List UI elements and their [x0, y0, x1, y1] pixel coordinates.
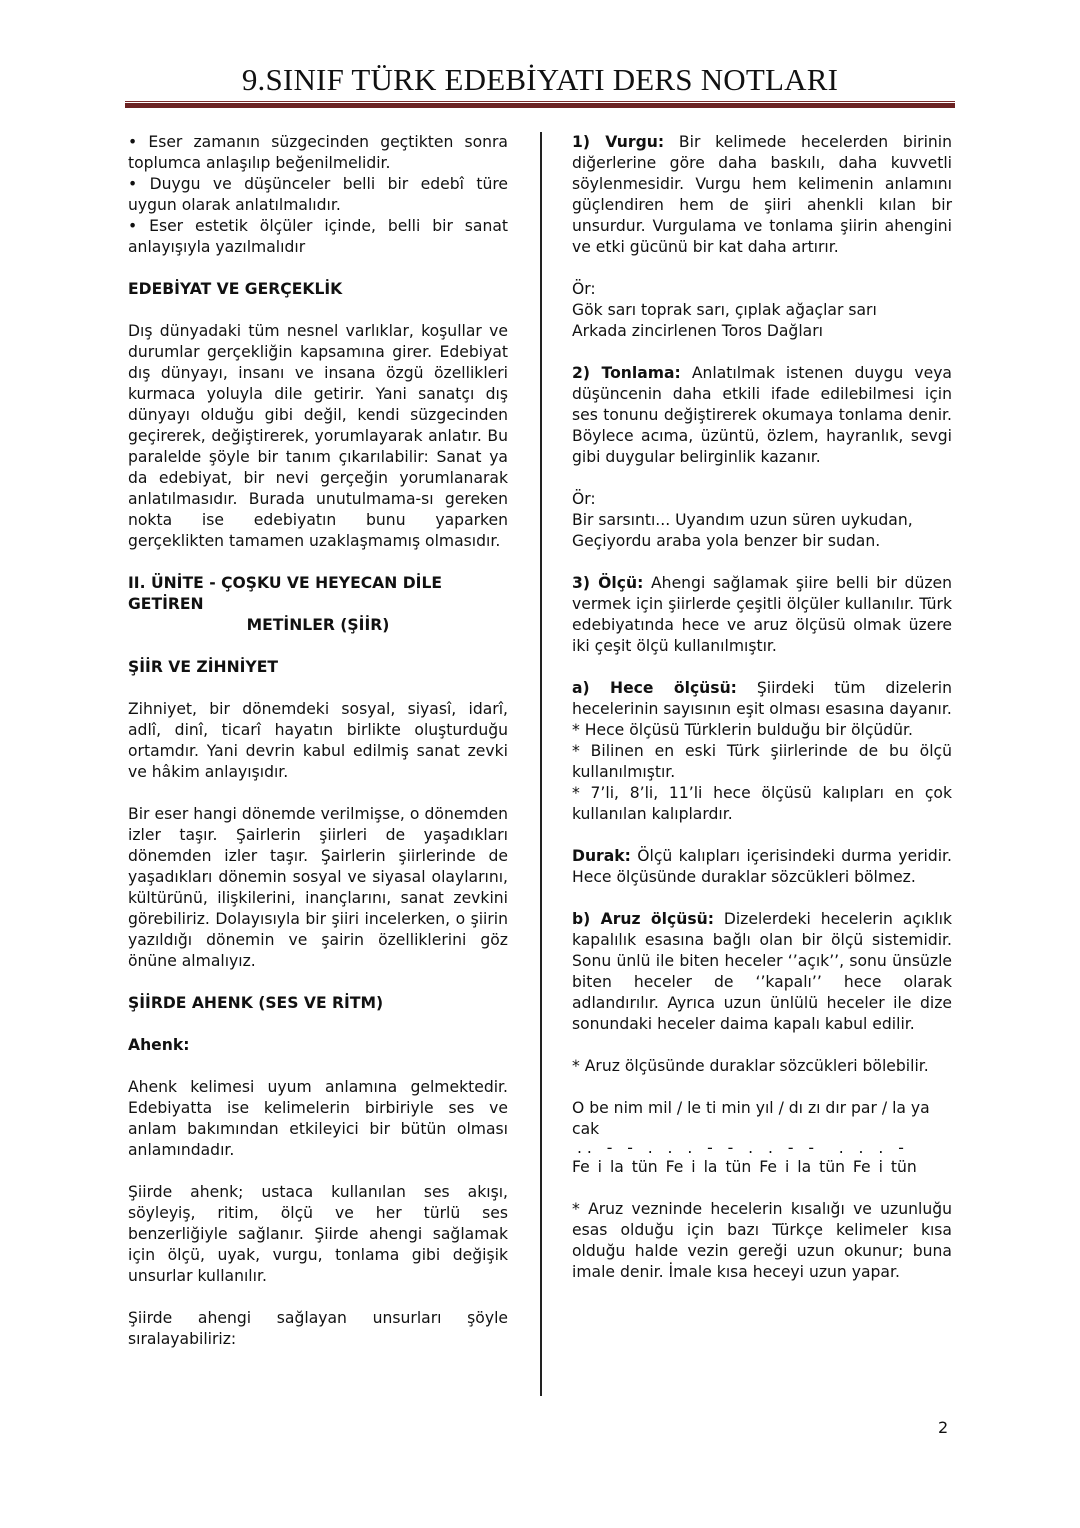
example-label: Ör: — [572, 280, 596, 298]
section-heading: ŞİİR VE ZİHNİYET — [128, 658, 279, 676]
paragraph: Şiirde ahenk; ustaca kullanılan ses akışı, söyleyiş, ritim, ölçü ve her türlü ses benzerliğiyle sağlanır. Şiirde ahengi sağlamak için ölçü, uyak, vurgu, tonlama gibi değişik unsurlar kullanılır. — [128, 1183, 508, 1285]
term-text: Bir kelimede hecelerden birinin diğerlerine göre daha baskılı, daha kuvvetli söylenmesidir. Vurgu hem kelimenin anlamını güçlendiren hem de şiiri ahenkli kılan bir unsurdur. Vurgulama ve tonlama şiirin ahengini ve etki gücünü bir kat daha artırır. — [572, 133, 953, 256]
example-line: Gök sarı toprak sarı, çıplak ağaçlar sarı — [572, 301, 877, 319]
paragraph: Ahenk kelimesi uyum anlamına gelmektedir. Edebiyatta ise kelimelerin birbiriyle ses ve anlam bakımından etkileyici bir bütün olması anlamındadır. — [128, 1078, 508, 1159]
scansion-feet: Fe i la tün Fe i la tün Fe i la tün Fe i tün — [572, 1158, 917, 1176]
paragraph — [572, 573, 952, 657]
paragraph: Şiirde ahengi sağlayan unsurları şöyle sıralayabiliriz: — [128, 1309, 508, 1348]
note: * Aruz ölçüsünde duraklar sözcükleri bölebilir. — [572, 1057, 929, 1075]
bullet: • Eser estetik ölçüler içinde, belli bir sanat anlayışıyla yazılmalıdır — [128, 217, 508, 256]
paragraph — [572, 678, 952, 720]
paragraph: * Aruz vezninde hecelerin kısalığı ve uzunluğu esas olduğu için bazı Türkçe kelimeler kısa olduğu halde vezin gereği uzun okunur; buna imale denir. İmale kısa heceyi uzun yapar. — [572, 1200, 952, 1281]
example-line: Bir sarsıntı... Uyandım uzun süren uykudan, — [572, 511, 913, 529]
example-label: Ör: — [572, 490, 596, 508]
term-label: b) Aruz ölçüsü: — [572, 910, 714, 928]
section-heading: EDEBİYAT VE GERÇEKLİK — [128, 280, 343, 298]
note: * 7’li, 8’li, 11’li hece ölçüsü kalıpları en çok kullanılan kalıplardır. — [572, 784, 952, 823]
paragraph: Dış dünyadaki tüm nesnel varlıklar, koşullar ve durumlar gerçekliğin kapsamına girer. Edebiyat dış dünyayı, insanı ve insana özgü özellikleri kurmaca yoluyla dile getirir. Yani sanatçı dış dünyayı olduğu gibi değil, kendi süzgecinden geçirerek, değiştirerek, yorumlayarak anlatır. Bu paralelde şöyle bir tanım çıkarılabilir: Sanat ya da edebiyat, bir nevi gerçeğin yorumlanarak anlatılmasıdır. Burada unutulmama-sı gereken nokta ise edebiyatın bunu yaparken gerçeklikten tamamen uzaklaşmamış olmasıdır. — [128, 322, 508, 550]
scansion-syllables: O be nim mil / le ti min yıl / dı zı dır par / la ya cak — [572, 1099, 930, 1138]
scansion-marks: . . - - . . . - - . . - - . . . - — [572, 1139, 904, 1157]
term-label: Durak: — [572, 847, 631, 865]
page-title: 9.SINIF TÜRK EDEBİYATI DERS NOTLARI — [241, 62, 839, 97]
term-text: Şiirdeki tüm dizelerin hecelerinin sayısının eşit olması esasına dayanır. — [572, 679, 952, 718]
paragraph — [572, 909, 952, 1035]
paragraph — [572, 363, 952, 468]
left-column — [128, 132, 508, 1371]
paragraph: Zihniyet, bir dönemdeki sosyal, siyasî, idarî, adlî, dinî, ticarî hayatın birlikte oluşturduğu ortamdır. Yani devrin kabul edilmiş sanat zevki ve hâkim anlayışıdır. — [128, 700, 508, 781]
bullet: • Duygu ve düşünceler belli bir edebî türe uygun olarak anlatılmalıdır. — [128, 175, 508, 214]
paragraph: Bir eser hangi dönemde verilmişse, o dönemden izler taşır. Şairlerin şiirleri de yaşadıkları dönemden izler taşır. Şairlerin şiirlerinde de yaşadıkları dönemin sosyal ve siyasal olaylarını, kültürünü, ilişkilerini, inançlarını, sanat zevkini görebiliriz. Dolayısıyla bir şiiri incelerken, o şiirin yazıldığı dönemin ve şairin özelliklerini göz önüne almalıyız. — [128, 805, 508, 970]
example-line: Geçiyordu araba yola benzer bir sudan. — [572, 532, 881, 550]
term-text: Dizelerdeki hecelerin açıklık kapalılık esasına bağlı olan bir ölçü sistemidir. Sonu ünlü ile biten heceler ‘’açık’’, sonu ünsüzle biten heceler de ‘’kapalı’’ hece olarak adlandırılır. Ayrıca uzun ünlülü heceler ile dize sonundaki heceler daima kapalı kabul edilir. — [572, 910, 953, 1033]
term-label: 1) Vurgu: — [572, 133, 665, 151]
unit-heading: II. ÜNİTE - ÇOŞKU VE HEYECAN DİLE GETİREN — [128, 574, 443, 613]
example-line: Arkada zincirlenen Toros Dağları — [572, 322, 823, 340]
term-text: Anlatılmak istenen duygu veya düşüncenin daha etkili ifade edilebilmesi için ses tonunu değiştirerek okumaya tonlama denir. Böylece acıma, üzüntü, özlem, hayranlık, sevgi gibi duygular belirginlik kazanır. — [572, 364, 952, 466]
column-divider — [540, 132, 542, 1396]
section-heading: ŞİİRDE AHENK (SES VE RİTM) — [128, 994, 384, 1012]
header-rule-thin — [125, 101, 955, 102]
term-label: 2) Tonlama: — [572, 364, 681, 382]
term-label: a) Hece ölçüsü: — [572, 679, 737, 697]
right-column — [572, 132, 952, 1304]
subheading: Ahenk: — [128, 1036, 190, 1054]
note: * Bilinen en eski Türk şiirlerinde de bu ölçü kullanılmıştır. — [572, 742, 952, 781]
term-text: Ölçü kalıpları içerisindeki durma yeridir. Hece ölçüsünde duraklar sözcükleri bölmez. — [572, 847, 952, 886]
page-number: 2 — [938, 1418, 949, 1437]
term-label: 3) Ölçü: — [572, 574, 644, 592]
term-text: Ahengi sağlamak şiire belli bir düzen vermek için şiirlerde çeşitli ölçüler kullanılır. Türk edebiyatında hece ve aruz ölçüsü olmak üzere iki çeşit ölçü kullanılmıştır. — [572, 574, 952, 655]
unit-heading-cont: METİNLER (ŞİİR) — [246, 616, 390, 634]
note: * Hece ölçüsü Türklerin bulduğu bir ölçüdür. — [572, 721, 913, 739]
paragraph — [572, 846, 952, 888]
bullet: • Eser zamanın süzgecinden geçtikten sonra toplumca anlaşılıp beğenilmelidir. — [128, 133, 508, 172]
paragraph — [572, 132, 952, 258]
header-rule-thick — [125, 103, 955, 108]
